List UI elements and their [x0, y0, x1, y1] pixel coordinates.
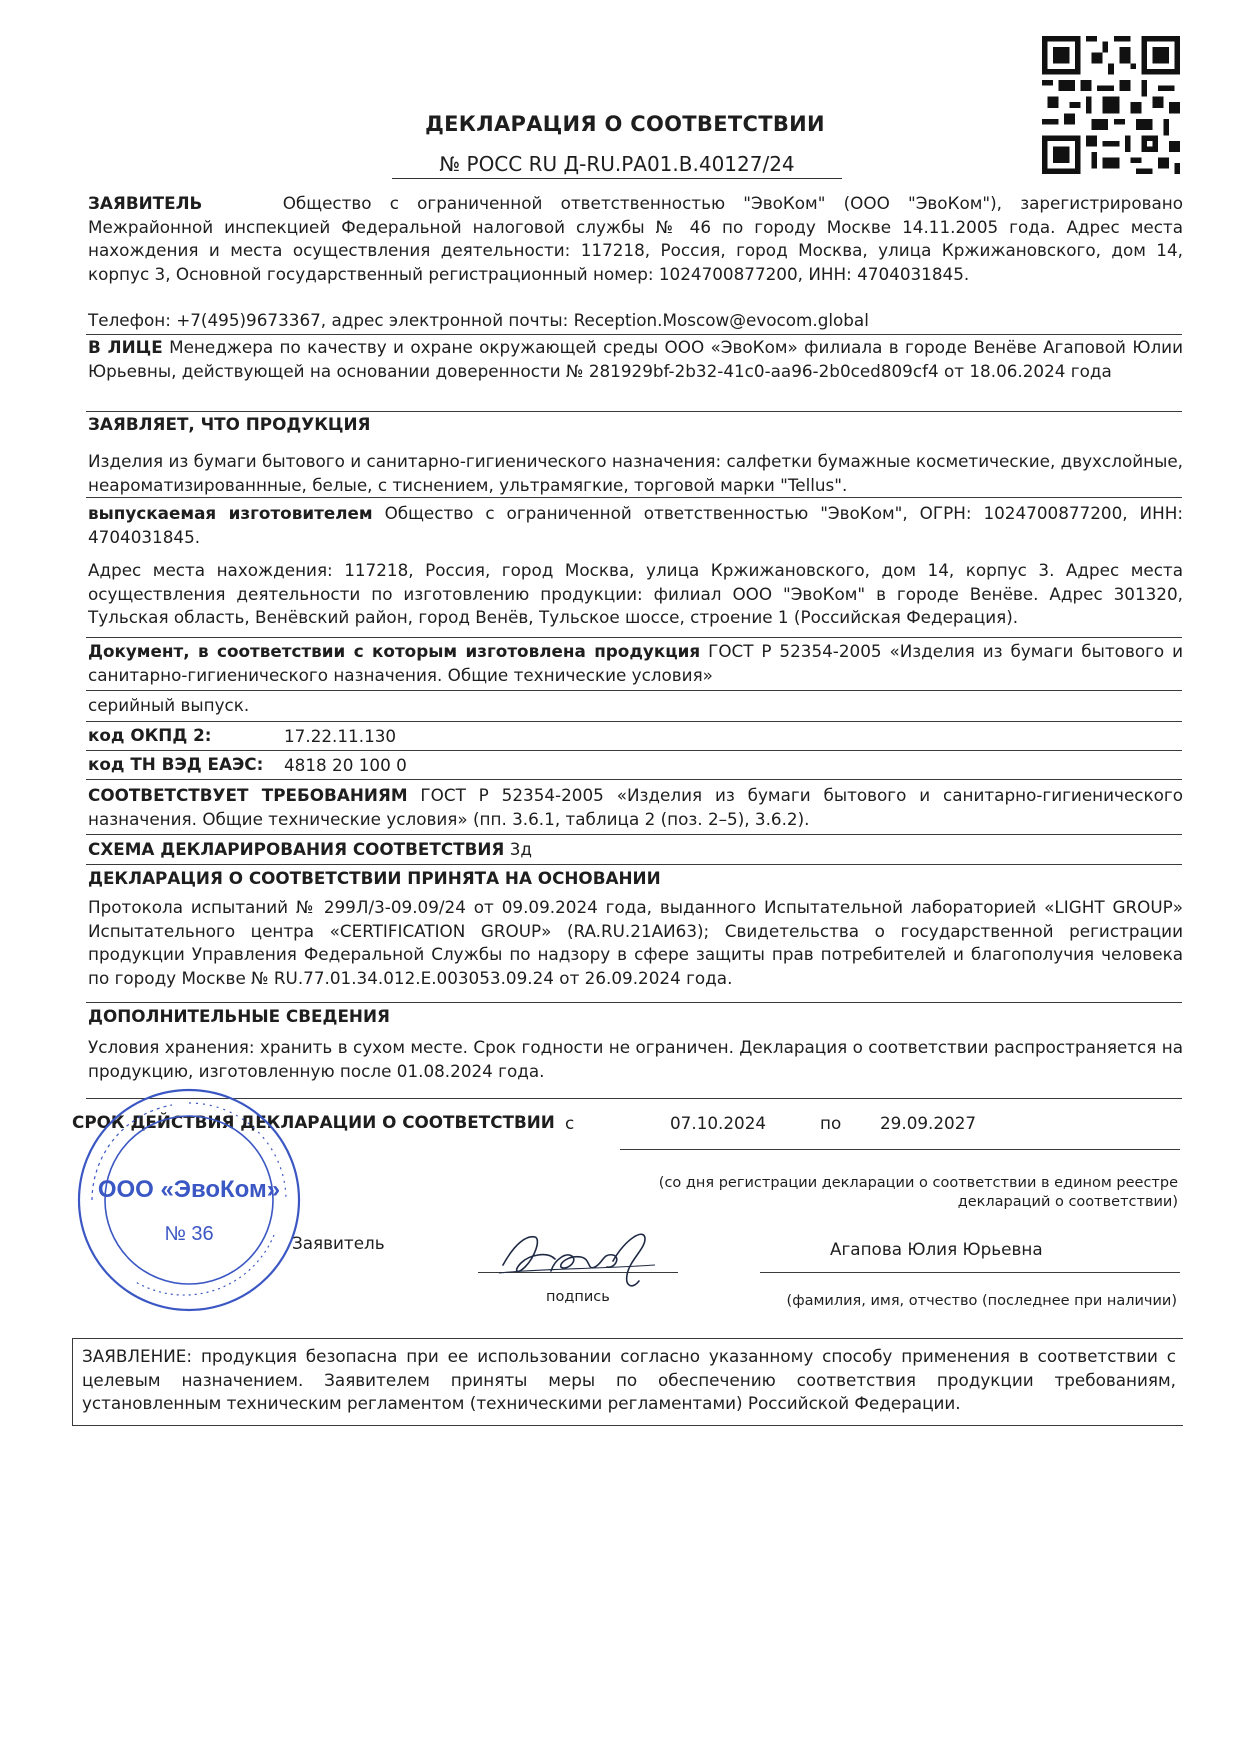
declares-label: ЗАЯВЛЯЕТ, ЧТО ПРОДУКЦИЯ — [88, 414, 371, 434]
tnved-value: 4818 20 100 0 — [284, 755, 407, 775]
applicant-signature-label: Заявитель — [292, 1233, 385, 1253]
statement-text: ЗАЯВЛЕНИЕ: продукция безопасна при ее использовании согласно указанному способу применения в соответствии с целевым назначением. Заявителем приняты меры по обеспечению соответствия продукции требованиям, установленным техническим регламентом (техническими регламентами) Российской Федерации. — [82, 1346, 1176, 1413]
qr-code — [1042, 36, 1180, 174]
signatory-name: Агапова Юлия Юрьевна — [830, 1239, 1043, 1259]
validity-note: (со дня регистрации декларации о соответствии в едином реестре деклараций о соответствии) — [658, 1175, 1178, 1210]
additional-text: Условия хранения: хранить в сухом месте. Срок годности не ограничен. Декларация о соответствии распространяется на продукцию, изготовленную после 01.08.2024 года. — [88, 1037, 1183, 1081]
declares-text: Изделия из бумаги бытового и санитарно-гигиенического назначения: салфетки бумажные косметические, двухслойные, неароматизированнные, белые, с тиснением, ультрамягкие, торговой марки "Tellus". — [88, 451, 1183, 495]
standard-label: Документ, в соответствии с которым изготовлена продукция — [88, 641, 701, 661]
basis-text: Протокола испытаний № 299Л/3-09.09/24 от 09.09.2024 года, выданного Испытательной лабораторией «LIGHT GROUP» Испытательного центра «CERTIFICATION GROUP» (RA.RU.21АИ63); Свидетельства о государственной регистрации продукции Управления Федеральной Службы по надзору в сфере защиты прав потребителей и благополучия человека по городу Москве № RU.77.01.34.012.Е.003053.09.24 от 26.09.2024 года. — [88, 897, 1183, 988]
manufacturer-text: Общество с ограниченной ответственностью "ЭвоКом", ОГРН: 1024700877200, ИНН: 4704031845. — [88, 503, 1183, 547]
manufacturer-label: выпускаемая изготовителем — [88, 503, 373, 523]
standard-text: ГОСТ Р 52354-2005 «Изделия из бумаги бытового и санитарно-гигиенического назначения. Общие технические условия» — [88, 641, 1183, 685]
handwritten-signature — [495, 1215, 660, 1295]
divider — [86, 864, 1182, 865]
applicant-text: Общество с ограниченной ответственностью "ЭвоКом" (ООО "ЭвоКом"), зарегистрировано Межрайонной инспекцией Федеральной налоговой службы № 46 по городу Москве 14.11.2005 года. Адрес места нахождения и места осуществления деятельности: 117218, Россия, город Москва, улица Кржижановского, дом 14, корпус 3, Основной государственный регистрационный номер: 1024700877200, ИНН: 4704031845. — [88, 193, 1183, 284]
stamp-company-name: ООО «ЭвоКом» — [97, 1176, 281, 1203]
name-line — [760, 1272, 1180, 1273]
validity-from-word: с — [565, 1113, 575, 1133]
divider — [86, 834, 1182, 835]
signature-caption: подпись — [546, 1289, 610, 1305]
divider — [86, 750, 1182, 751]
requirements-text: ГОСТ Р 52354-2005 «Изделия из бумаги бытового и санитарно-гигиенического назначения. Общие технические условия» (пп. 3.6.1, таблица 2 (поз. 2–5), 3.6.2). — [88, 785, 1183, 829]
manufacturer-section — [88, 502, 1183, 549]
stamp-number: № 36 — [164, 1223, 214, 1245]
declaration-number: № РОСС RU Д-RU.РА01.В.40127/24 — [392, 152, 842, 179]
validity-underline — [620, 1149, 1180, 1150]
document-title: ДЕКЛАРАЦИЯ О СООТВЕТСТВИИ — [425, 112, 825, 136]
validity-to-word: по — [820, 1113, 842, 1133]
divider — [86, 411, 1182, 412]
validity-from-date: 07.10.2024 — [670, 1113, 767, 1133]
company-stamp — [74, 1085, 304, 1315]
tnved-label: код ТН ВЭД ЕАЭС: — [88, 754, 264, 774]
validity-label: СРОК ДЕЙСТВИЯ ДЕКЛАРАЦИИ О СООТВЕТСТВИИ — [72, 1112, 555, 1132]
okpd-label: код ОКПД 2: — [88, 725, 212, 745]
additional-label: ДОПОЛНИТЕЛЬНЫЕ СВЕДЕНИЯ — [88, 1006, 390, 1026]
serial-production: серийный выпуск. — [88, 695, 250, 715]
scheme-section — [88, 838, 1183, 862]
basis-label: ДЕКЛАРАЦИЯ О СООТВЕТСТВИИ ПРИНЯТА НА ОСНОВАНИИ — [88, 868, 661, 888]
okpd-value: 17.22.11.130 — [284, 726, 397, 746]
divider — [86, 690, 1182, 691]
requirements-section — [88, 784, 1183, 831]
scheme-label: СХЕМА ДЕКЛАРИРОВАНИЯ СООТВЕТСТВИЯ — [88, 839, 505, 859]
standard-section — [88, 640, 1183, 687]
requirements-label: СООТВЕТСТВУЕТ ТРЕБОВАНИЯМ — [88, 785, 408, 805]
divider — [86, 497, 1182, 498]
applicant-section — [88, 192, 1183, 286]
manufacturer-address: Адрес места нахождения: 117218, Россия, город Москва, улица Кржижановского, дом 14, корпус 3. Адрес места осуществления деятельности по изготовлению продукции: филиал ООО "ЭвоКом" в городе Венёве. Адрес 301320, Тульская область, Венёвский район, город Венёв, Тульское шоссе, строение 1 (Российская Федерация). — [88, 560, 1183, 627]
divider — [86, 721, 1182, 722]
divider — [86, 779, 1182, 780]
represented-text: Менеджера по качеству и охране окружающей среды ООО «ЭвоКом» филиала в городе Венёве Агаповой Юлии Юрьевны, действующей на основании доверенности № 281929bf-2b32-41c0-aa96-2b0ced809cf4 от 18.06.2024 года — [88, 337, 1183, 381]
validity-to-date: 29.09.2027 — [880, 1113, 977, 1133]
divider — [86, 1002, 1182, 1003]
represented-section — [88, 336, 1183, 383]
applicant-label: ЗАЯВИТЕЛЬ — [88, 193, 203, 213]
represented-label: В ЛИЦЕ — [88, 337, 163, 357]
scheme-value: 3д — [509, 839, 532, 859]
divider — [86, 334, 1182, 335]
divider — [86, 637, 1182, 638]
name-caption: (фамилия, имя, отчество (последнее при наличии) — [786, 1293, 1177, 1309]
applicant-contacts: Телефон: +7(495)9673367, адрес электронной почты: Reception.Moscow@evocom.global — [88, 310, 869, 330]
